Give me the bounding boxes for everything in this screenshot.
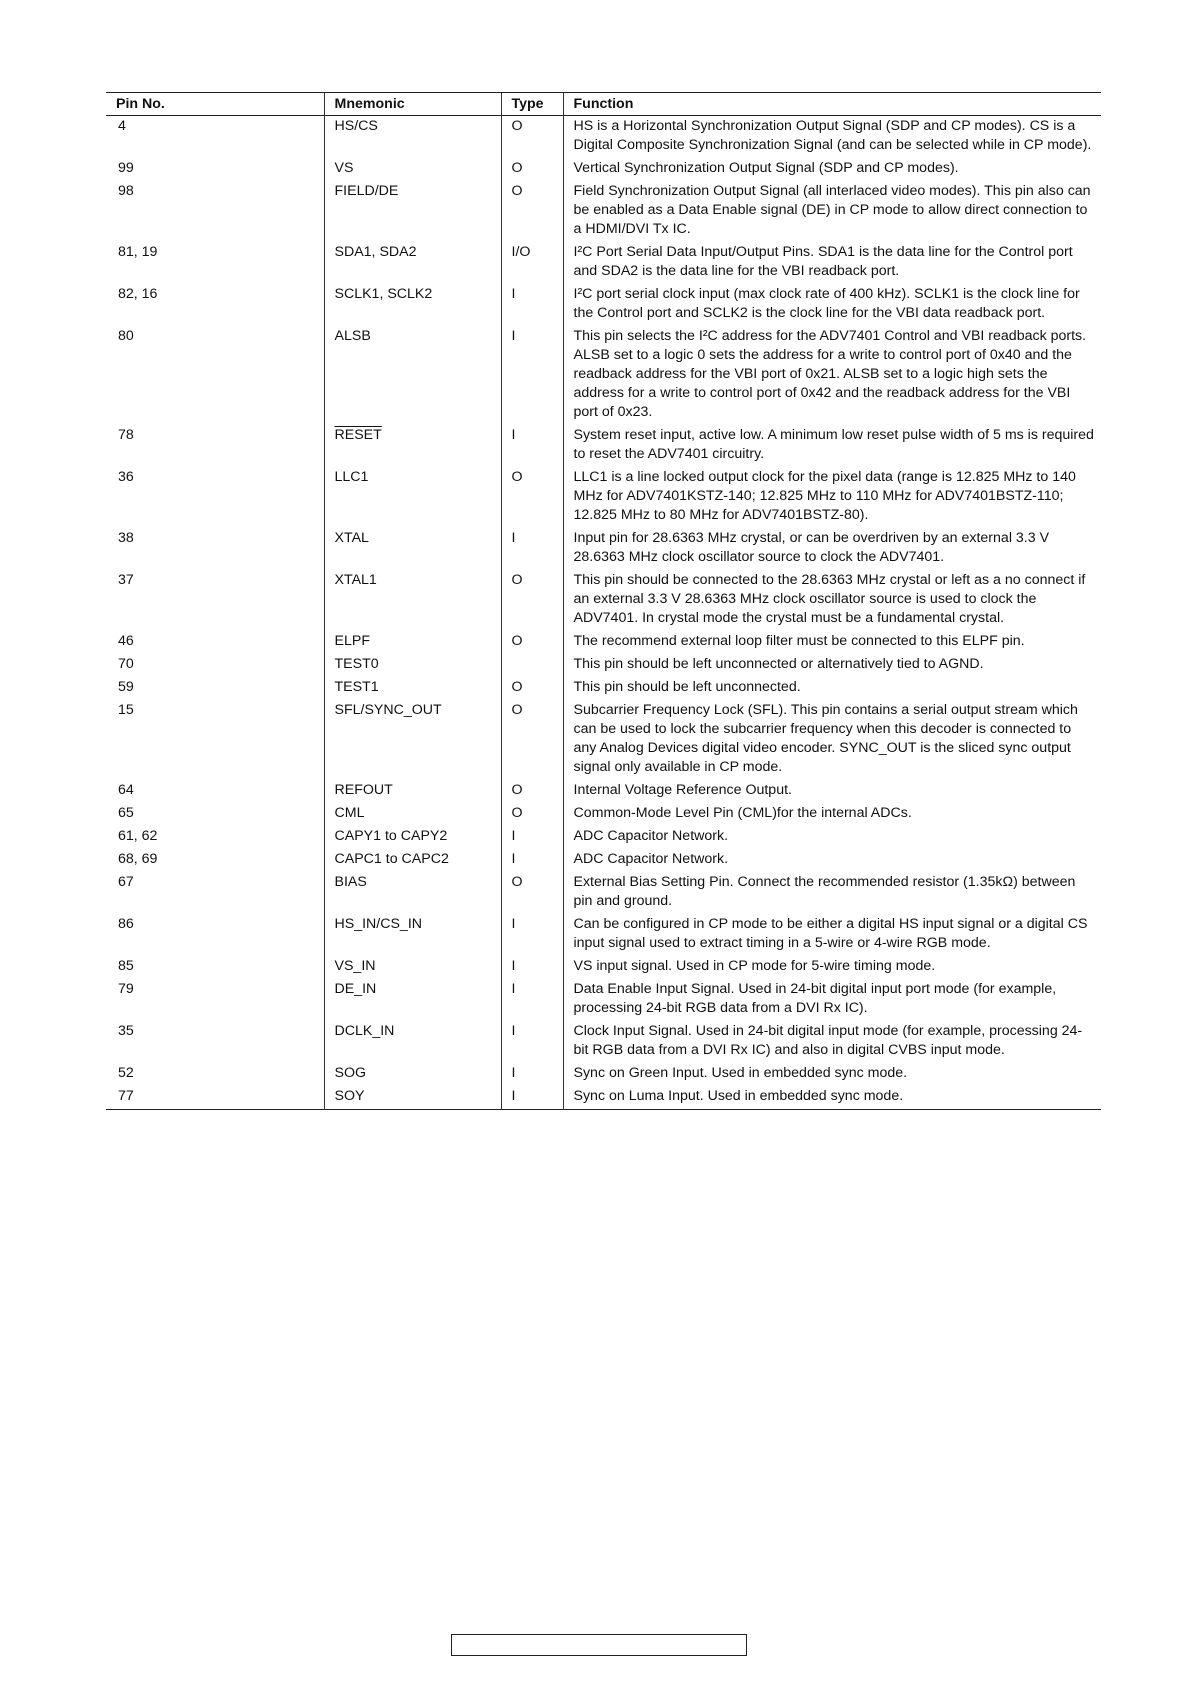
cell-mnemonic-text: TEST1 bbox=[334, 679, 379, 695]
cell-function-text: ADC Capacitor Network. bbox=[573, 851, 729, 867]
cell-type bbox=[501, 700, 563, 780]
cell-pin-no bbox=[106, 528, 324, 570]
cell-function bbox=[563, 631, 1101, 654]
cell-mnemonic-text: DE_IN bbox=[334, 981, 377, 997]
cell-function bbox=[563, 284, 1101, 326]
cell-function bbox=[563, 528, 1101, 570]
cell-function-text: Input pin for 28.6363 MHz crystal, or can be overdriven by an external 3.3 V 28.6363 MHz clock oscillator source to clock the ADV7401. bbox=[573, 530, 1050, 565]
cell-type bbox=[501, 631, 563, 654]
cell-function-text: Sync on Luma Input. Used in embedded sync mode. bbox=[573, 1088, 904, 1104]
header-function: Function bbox=[563, 93, 1101, 116]
cell-mnemonic-text: REFOUT bbox=[334, 782, 393, 798]
cell-function bbox=[563, 872, 1101, 914]
table-row bbox=[106, 872, 1101, 914]
table-row bbox=[106, 979, 1101, 1021]
cell-type-text: I bbox=[511, 427, 516, 443]
cell-function bbox=[563, 326, 1101, 425]
cell-pin-no bbox=[106, 425, 324, 467]
cell-function-text: I²C Port Serial Data Input/Output Pins. SDA1 is the data line for the Control port and SDA2 is the data line for the VBI readback port. bbox=[573, 244, 1073, 279]
cell-pin-no-text: 15 bbox=[118, 702, 134, 718]
cell-function-text: This pin should be left unconnected or alternatively tied to AGND. bbox=[573, 656, 984, 672]
cell-pin-no bbox=[106, 700, 324, 780]
cell-function-text: The recommend external loop filter must be connected to this ELPF pin. bbox=[573, 633, 1025, 649]
cell-function-text: HS is a Horizontal Synchronization Output Signal (SDP and CP modes). CS is a Digital Composite Synchronization Signal (and can be selected while in CP mode). bbox=[573, 118, 1092, 153]
table-row bbox=[106, 826, 1101, 849]
cell-pin-no bbox=[106, 181, 324, 242]
cell-pin-no bbox=[106, 284, 324, 326]
table-row bbox=[106, 631, 1101, 654]
cell-pin-no-text: 65 bbox=[118, 805, 134, 821]
cell-function bbox=[563, 826, 1101, 849]
cell-mnemonic-text: SDA1, SDA2 bbox=[334, 244, 417, 260]
cell-type bbox=[501, 158, 563, 181]
table-row bbox=[106, 467, 1101, 528]
cell-pin-no-text: 98 bbox=[118, 183, 134, 199]
cell-mnemonic-text: CAPY1 to CAPY2 bbox=[334, 828, 448, 844]
cell-function bbox=[563, 116, 1101, 159]
cell-pin-no bbox=[106, 116, 324, 159]
cell-type-text: I/O bbox=[511, 244, 531, 260]
cell-pin-no-text: 35 bbox=[118, 1023, 134, 1039]
cell-function-text: I²C port serial clock input (max clock rate of 400 kHz). SCLK1 is the clock line for the Control port and SCLK2 is the clock line for the VBI data readback port. bbox=[573, 286, 1080, 321]
cell-type-text: I bbox=[511, 1088, 516, 1104]
cell-pin-no bbox=[106, 326, 324, 425]
cell-type bbox=[501, 528, 563, 570]
table-row bbox=[106, 284, 1101, 326]
cell-mnemonic bbox=[324, 326, 501, 425]
cell-mnemonic bbox=[324, 872, 501, 914]
cell-function-text: Common-Mode Level Pin (CML)for the internal ADCs. bbox=[573, 805, 912, 821]
cell-type-text: O bbox=[511, 782, 523, 798]
cell-function bbox=[563, 654, 1101, 677]
cell-pin-no-text: 80 bbox=[118, 328, 134, 344]
cell-type bbox=[501, 677, 563, 700]
cell-pin-no bbox=[106, 803, 324, 826]
cell-mnemonic bbox=[324, 1086, 501, 1110]
cell-pin-no-text: 37 bbox=[118, 572, 134, 588]
cell-function bbox=[563, 700, 1101, 780]
cell-mnemonic-text: SCLK1, SCLK2 bbox=[334, 286, 433, 302]
table-row bbox=[106, 849, 1101, 872]
cell-mnemonic-text: HS_IN/CS_IN bbox=[334, 916, 423, 932]
cell-pin-no bbox=[106, 849, 324, 872]
cell-function-text: This pin should be left unconnected. bbox=[573, 679, 801, 695]
table-row bbox=[106, 654, 1101, 677]
table-row bbox=[106, 700, 1101, 780]
cell-mnemonic bbox=[324, 700, 501, 780]
cell-function bbox=[563, 914, 1101, 956]
cell-type bbox=[501, 467, 563, 528]
cell-type-text: O bbox=[511, 183, 523, 199]
cell-function-text: Subcarrier Frequency Lock (SFL). This pin contains a serial output stream which can be used to lock the subcarrier frequency when this decoder is connected to any Analog Devices digital video encoder. SYNC_OUT is the sliced sync output signal only available in CP mode. bbox=[573, 702, 1078, 775]
cell-mnemonic bbox=[324, 158, 501, 181]
pin-function-table bbox=[106, 92, 1101, 1110]
cell-function bbox=[563, 467, 1101, 528]
cell-type-text: I bbox=[511, 328, 516, 344]
cell-pin-no bbox=[106, 677, 324, 700]
cell-pin-no bbox=[106, 872, 324, 914]
cell-pin-no-text: 82, 16 bbox=[118, 286, 158, 302]
cell-type-text: I bbox=[511, 958, 516, 974]
cell-mnemonic bbox=[324, 677, 501, 700]
cell-function bbox=[563, 677, 1101, 700]
cell-type-text: O bbox=[511, 874, 523, 890]
cell-pin-no-text: 36 bbox=[118, 469, 134, 485]
cell-function-text: Vertical Synchronization Output Signal (SDP and CP modes). bbox=[573, 160, 959, 176]
cell-type bbox=[501, 425, 563, 467]
cell-pin-no bbox=[106, 1021, 324, 1063]
cell-type bbox=[501, 181, 563, 242]
cell-pin-no-text: 38 bbox=[118, 530, 134, 546]
cell-pin-no bbox=[106, 158, 324, 181]
cell-function bbox=[563, 1021, 1101, 1063]
cell-type bbox=[501, 326, 563, 425]
cell-pin-no-text: 77 bbox=[118, 1088, 134, 1104]
cell-mnemonic bbox=[324, 849, 501, 872]
table-row bbox=[106, 242, 1101, 284]
cell-function-text: System reset input, active low. A minimum low reset pulse width of 5 ms is required to reset the ADV7401 circuitry. bbox=[573, 427, 1094, 462]
table-row bbox=[106, 1063, 1101, 1086]
cell-mnemonic-text: CML bbox=[334, 805, 365, 821]
cell-function-text: Clock Input Signal. Used in 24-bit digital input mode (for example, processing 24-bit RGB data from a DVI Rx IC) and also in digital CVBS input mode. bbox=[573, 1023, 1083, 1058]
table-header bbox=[106, 93, 1101, 116]
cell-pin-no bbox=[106, 1086, 324, 1110]
cell-type bbox=[501, 242, 563, 284]
cell-pin-no-text: 79 bbox=[118, 981, 134, 997]
cell-mnemonic-text: TEST0 bbox=[334, 656, 379, 672]
cell-type bbox=[501, 116, 563, 159]
table-body bbox=[106, 116, 1101, 1110]
cell-function-text: Data Enable Input Signal. Used in 24-bit digital input port mode (for example, processing 24-bit RGB data from a DVI Rx IC). bbox=[573, 981, 1057, 1016]
footer-box bbox=[451, 1634, 747, 1656]
cell-mnemonic-text: BIAS bbox=[334, 874, 367, 890]
cell-function-text: Can be configured in CP mode to be either a digital HS input signal or a digital CS input signal used to extract timing in a 5-wire or 4-wire RGB mode. bbox=[573, 916, 1088, 951]
cell-mnemonic bbox=[324, 425, 501, 467]
cell-type-text: I bbox=[511, 1023, 516, 1039]
cell-pin-no bbox=[106, 826, 324, 849]
cell-type-text: I bbox=[511, 851, 516, 867]
table-row bbox=[106, 803, 1101, 826]
cell-pin-no-text: 46 bbox=[118, 633, 134, 649]
cell-mnemonic bbox=[324, 979, 501, 1021]
cell-type-text: O bbox=[511, 702, 523, 718]
cell-function-text: VS input signal. Used in CP mode for 5-wire timing mode. bbox=[573, 958, 936, 974]
cell-mnemonic-text: SFL/SYNC_OUT bbox=[334, 702, 442, 718]
table-row bbox=[106, 326, 1101, 425]
cell-mnemonic bbox=[324, 803, 501, 826]
cell-mnemonic-text: ELPF bbox=[334, 633, 370, 649]
header-mnemonic: Mnemonic bbox=[324, 93, 501, 116]
cell-function-text: Internal Voltage Reference Output. bbox=[573, 782, 792, 798]
cell-function bbox=[563, 956, 1101, 979]
cell-type-text: I bbox=[511, 530, 516, 546]
cell-type-text: O bbox=[511, 805, 523, 821]
cell-type bbox=[501, 1021, 563, 1063]
cell-pin-no-text: 67 bbox=[118, 874, 134, 890]
table-row bbox=[106, 116, 1101, 159]
cell-type bbox=[501, 956, 563, 979]
cell-function bbox=[563, 242, 1101, 284]
cell-function bbox=[563, 780, 1101, 803]
header-pin-no: Pin No. bbox=[106, 93, 324, 116]
table-row bbox=[106, 677, 1101, 700]
cell-pin-no-text: 70 bbox=[118, 656, 134, 672]
cell-pin-no-text: 78 bbox=[118, 427, 134, 443]
cell-pin-no bbox=[106, 467, 324, 528]
cell-type-text: O bbox=[511, 118, 523, 134]
cell-mnemonic-text: HS/CS bbox=[334, 118, 378, 134]
cell-type-text: I bbox=[511, 1065, 516, 1081]
cell-pin-no-text: 59 bbox=[118, 679, 134, 695]
table-row bbox=[106, 158, 1101, 181]
cell-mnemonic bbox=[324, 1021, 501, 1063]
cell-type-text: O bbox=[511, 572, 523, 588]
cell-function-text: ADC Capacitor Network. bbox=[573, 828, 729, 844]
cell-mnemonic bbox=[324, 528, 501, 570]
cell-type bbox=[501, 780, 563, 803]
cell-type-text: O bbox=[511, 469, 523, 485]
cell-type bbox=[501, 826, 563, 849]
table-row bbox=[106, 425, 1101, 467]
cell-type-text: I bbox=[511, 981, 516, 997]
cell-mnemonic-text: CAPC1 to CAPC2 bbox=[334, 851, 449, 867]
cell-mnemonic bbox=[324, 284, 501, 326]
cell-function-text: Field Synchronization Output Signal (all interlaced video modes). This pin also can be enabled as a Data Enable signal (DE) in CP mode to allow direct connection to a HDMI/DVI Tx IC. bbox=[573, 183, 1091, 237]
cell-type bbox=[501, 914, 563, 956]
cell-type-text: O bbox=[511, 679, 523, 695]
cell-pin-no bbox=[106, 979, 324, 1021]
cell-pin-no bbox=[106, 570, 324, 631]
cell-pin-no bbox=[106, 956, 324, 979]
table-row bbox=[106, 1086, 1101, 1110]
cell-mnemonic bbox=[324, 116, 501, 159]
cell-mnemonic-text: SOY bbox=[334, 1088, 365, 1104]
cell-pin-no-text: 99 bbox=[118, 160, 134, 176]
cell-mnemonic bbox=[324, 631, 501, 654]
cell-function bbox=[563, 1086, 1101, 1110]
cell-mnemonic-text: XTAL bbox=[334, 530, 369, 546]
cell-type bbox=[501, 1086, 563, 1110]
cell-mnemonic-text: RESET bbox=[334, 427, 382, 443]
cell-mnemonic bbox=[324, 914, 501, 956]
cell-pin-no-text: 52 bbox=[118, 1065, 134, 1081]
cell-pin-no-text: 64 bbox=[118, 782, 134, 798]
cell-pin-no bbox=[106, 914, 324, 956]
cell-function bbox=[563, 803, 1101, 826]
cell-type-text: I bbox=[511, 828, 516, 844]
cell-mnemonic bbox=[324, 570, 501, 631]
cell-type bbox=[501, 284, 563, 326]
cell-type bbox=[501, 803, 563, 826]
cell-mnemonic-text: VS bbox=[334, 160, 354, 176]
cell-pin-no-text: 81, 19 bbox=[118, 244, 158, 260]
cell-type bbox=[501, 979, 563, 1021]
cell-pin-no bbox=[106, 242, 324, 284]
cell-function-text: LLC1 is a line locked output clock for the pixel data (range is 12.825 MHz to 140 MHz for ADV7401KSTZ-140; 12.825 MHz to 110 MHz for ADV7401BSTZ-110; 12.825 MHz to 80 MHz for ADV7401BSTZ-80). bbox=[573, 469, 1076, 523]
cell-mnemonic-text: XTAL1 bbox=[334, 572, 377, 588]
cell-function-text: Sync on Green Input. Used in embedded sync mode. bbox=[573, 1065, 908, 1081]
cell-pin-no bbox=[106, 780, 324, 803]
table-row bbox=[106, 914, 1101, 956]
cell-pin-no bbox=[106, 654, 324, 677]
header-type: Type bbox=[501, 93, 563, 116]
table-row bbox=[106, 570, 1101, 631]
table-row bbox=[106, 956, 1101, 979]
cell-mnemonic-text: FIELD/DE bbox=[334, 183, 399, 199]
cell-type-text: O bbox=[511, 160, 523, 176]
cell-mnemonic-text: SOG bbox=[334, 1065, 367, 1081]
cell-type bbox=[501, 849, 563, 872]
cell-function bbox=[563, 181, 1101, 242]
cell-pin-no bbox=[106, 631, 324, 654]
table-row bbox=[106, 1021, 1101, 1063]
cell-function bbox=[563, 158, 1101, 181]
cell-type bbox=[501, 654, 563, 677]
cell-pin-no-text: 4 bbox=[118, 118, 126, 134]
cell-function bbox=[563, 979, 1101, 1021]
cell-pin-no-text: 85 bbox=[118, 958, 134, 974]
cell-type-text: O bbox=[511, 633, 523, 649]
cell-mnemonic bbox=[324, 1063, 501, 1086]
cell-function-text: This pin should be connected to the 28.6363 MHz crystal or left as a no connect if an external 3.3 V 28.6363 MHz clock oscillator source is used to clock the ADV7401. In crystal mode the crystal must be a fundamental crystal. bbox=[573, 572, 1086, 626]
cell-function bbox=[563, 570, 1101, 631]
cell-pin-no bbox=[106, 1063, 324, 1086]
cell-mnemonic-text: LLC1 bbox=[334, 469, 369, 485]
cell-function bbox=[563, 425, 1101, 467]
cell-pin-no-text: 86 bbox=[118, 916, 134, 932]
cell-type-text: I bbox=[511, 916, 516, 932]
cell-function-text: External Bias Setting Pin. Connect the recommended resistor (1.35kΩ) between pin and ground. bbox=[573, 874, 1076, 909]
cell-function-text: This pin selects the I²C address for the ADV7401 Control and VBI readback ports. ALSB set to a logic 0 sets the address for a write to control port of 0x40 and the readback address for the VBI port of 0x21. ALSB set to a logic high sets the address for a write to control port of 0x42 and the readback address for the VBI port of 0x23. bbox=[573, 328, 1087, 420]
cell-mnemonic bbox=[324, 242, 501, 284]
cell-pin-no-text: 68, 69 bbox=[118, 851, 158, 867]
cell-type bbox=[501, 570, 563, 631]
cell-mnemonic-text: ALSB bbox=[334, 328, 371, 344]
cell-mnemonic bbox=[324, 181, 501, 242]
table-row bbox=[106, 528, 1101, 570]
cell-function bbox=[563, 1063, 1101, 1086]
cell-type bbox=[501, 1063, 563, 1086]
cell-type bbox=[501, 872, 563, 914]
cell-mnemonic-text: VS_IN bbox=[334, 958, 376, 974]
table-row bbox=[106, 780, 1101, 803]
cell-function bbox=[563, 849, 1101, 872]
cell-mnemonic-text: DCLK_IN bbox=[334, 1023, 395, 1039]
cell-pin-no-text: 61, 62 bbox=[118, 828, 158, 844]
cell-mnemonic bbox=[324, 826, 501, 849]
cell-mnemonic bbox=[324, 654, 501, 677]
cell-mnemonic bbox=[324, 956, 501, 979]
cell-type-text: I bbox=[511, 286, 516, 302]
cell-mnemonic bbox=[324, 467, 501, 528]
table-row bbox=[106, 181, 1101, 242]
cell-mnemonic bbox=[324, 780, 501, 803]
